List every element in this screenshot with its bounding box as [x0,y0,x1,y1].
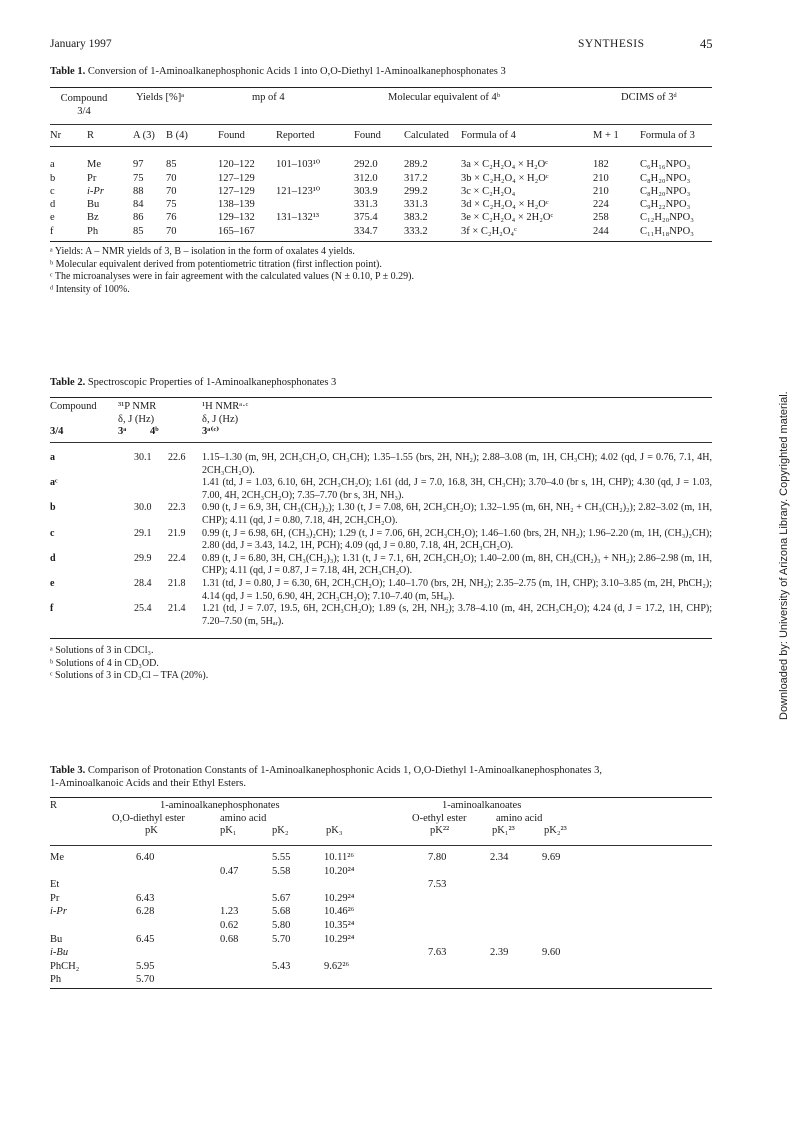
table1-col: A (3) [133,130,155,141]
table-cell: i-Pr [50,906,67,918]
table1-col: Found [354,130,381,141]
table-cell [542,892,592,906]
table-cell: 29.9 [134,552,152,564]
table-cell: 375.4 [354,212,378,224]
table-cell: f [50,603,54,615]
table-cell: Pr [87,172,97,184]
table-cell: 1.31 (td, J = 0.80, J = 6.30, 6H, 2CH₃CH₂O); 1.40–1.70 (brs, 2H, NH₂); 2.35–2.75 (m, 1H, CHP); 3.10–3.85 (m, 2H, PhCH₂); 4.14 (qd, J = 1.50, 6.90, 4H, 2CH₃CH₂O); 7.10–7.40 (m, 5Hₐᵣ). [202,577,712,602]
table-cell [276,198,354,211]
table3-caption-line1: Comparison of Protonation Constants of 1-Aminoalkanephosphonic Acids 1, O,O-Diethyl 1-Aminoalkanephosphonates 3, [87,765,602,776]
table-cell: 258 [593,212,609,224]
table2-head-col4: 4ᵇ [150,426,159,437]
table3-head-r: R [50,800,58,811]
table1-col: M + 1 [593,130,619,141]
table1-caption [50,66,506,77]
table-cell: 7.80 [428,852,447,863]
table-cell: 0.62 [220,919,239,931]
footnote: ᶜ Solutions of 3 in CD₃Cl – TFA (20%). [50,670,209,681]
table-row [50,452,712,477]
table-cell: 21.9 [168,527,186,539]
table-cell: 224 [593,199,609,211]
table-cell: a [50,159,55,171]
table-cell [428,865,490,879]
table3-head-alkanoates: 1-aminoalkanoates [442,800,522,811]
table-cell: 2.34 [490,852,509,863]
table-cell: 334.7 [354,225,378,237]
table1-group-header [50,90,712,120]
table-cell: d [50,199,56,211]
table-cell: 85 [133,225,144,237]
table-row [50,933,592,947]
table-cell: 182 [593,159,609,171]
table-cell: e [50,212,55,224]
table-cell: 10.29²⁴ [324,892,355,904]
table-cell: 84 [133,199,144,211]
table-cell [220,892,272,906]
table-cell [490,865,542,879]
table2-caption-text: Spectroscopic Properties of 1-Aminoalkanephosphonates 3 [87,377,337,388]
table-cell: 210 [593,172,609,184]
table-cell: 165–167 [218,225,255,237]
table-cell: 312.0 [354,172,378,184]
table2-mid-rule [50,442,712,443]
table-cell: 0.47 [220,865,239,877]
table1-head-mp: mp of 4 [252,92,285,103]
header-journal: SYNTHESIS [578,38,645,50]
table2-head-delta-h: δ, J (Hz) [202,413,239,425]
table-row [50,973,592,987]
table1-col: Nr [50,130,62,141]
table-cell [542,865,592,879]
table-cell: Me [87,159,101,171]
table-cell: b [50,502,56,514]
table-cell: c [50,527,55,539]
table1-label: Table 1. [50,66,86,77]
table-cell [542,919,592,933]
table-cell: Bz [87,212,99,224]
table1-column-row [50,129,712,142]
table-cell: 22.3 [168,502,186,514]
table-cell: 30.1 [134,452,152,463]
table-cell: 85 [166,159,177,171]
table1-footnotes [50,246,414,296]
table-cell: 1.41 (td, J = 1.03, 6.10, 6H, 2CH₃CH₂O); 1.61 (dd, J = 7.0, 16.8, 3H, CH₃CH); 3.70–4.0 (br s, 1H, CHP); 4.30 (qd, J = 1.03, 7.00, 4H, 2CH₃CH₂O); 7.35–7.70 (br s, 3H, NH₃). [202,477,712,501]
table-cell: 121–123¹⁰ [276,185,321,197]
table-cell [272,946,324,960]
table-cell: 9.60 [542,947,561,959]
table-cell: i-Bu [50,947,69,959]
table-cell: 131–132¹³ [276,212,320,224]
table-cell: 0.90 (t, J = 6.9, 3H, CH₃(CH₂)₂); 1.30 (t, J = 7.08, 6H, 2CH₃CH₂O); 1.32–1.95 (m, 6H, NH₂ + CH₃(CH₂)₂); 2.82–3.02 (m, 1H, CHP); 4.11 (qd, J = 0.80, 7.18, 4H, 2CH₃CH₂O). [202,502,712,526]
table-cell: 383.2 [404,212,428,224]
table-cell: 75 [166,199,177,211]
table-cell [490,892,542,906]
table-cell [220,960,272,974]
table-cell: 138–139 [218,199,255,211]
table-cell [136,946,220,960]
table2-head-delta-p: δ, J (Hz) [118,413,155,425]
table-cell: 6.45 [136,933,155,945]
table1-col: Formula of 3 [640,130,695,141]
table-cell: 5.43 [272,960,291,972]
table-row [50,892,592,906]
table-cell: 70 [166,185,177,197]
table2-header [50,401,712,441]
table-cell: 317.2 [404,172,428,184]
table-cell [324,878,428,892]
table-cell: 3b × C₂H₂O₄ × H₂Oᶜ [461,172,549,184]
table-cell: Bu [87,199,100,211]
table-cell: 21.4 [168,603,186,615]
table-cell: 22.4 [168,552,186,564]
table-row [50,960,592,974]
table-cell [276,225,354,238]
table3-top-rule [50,797,712,798]
table-cell: 1.15–1.30 (m, 9H, 2CH₃CH₂O, CH₃CH); 1.35–1.55 (brs, 2H, NH₂); 2.88–3.08 (m, 1H, CH₃CH); 4.02 (qd, J = 0.76, 7.1, 4H, 2CH₃CH₂O). [202,452,712,476]
download-notice [778,391,793,720]
table1-colhead-rule [50,146,712,147]
table-row [50,865,592,879]
table-cell: d [50,552,56,564]
page-number: 45 [700,37,713,51]
table-cell: 10.46²⁶ [324,906,355,918]
table-cell [276,172,354,185]
table-cell [50,865,136,879]
table-cell: C₈H₂₀NPO₃ [640,172,691,184]
table3 [50,851,592,987]
table-cell: 86 [133,212,144,224]
table1-col: Formula of 4 [461,130,516,141]
table-cell: 7.53 [428,879,447,891]
table-cell: C₁₁H₁₈NPO₃ [640,225,694,237]
table-cell: 5.67 [272,892,291,904]
table-cell [490,878,542,892]
table-cell: 127–129 [218,172,255,184]
table-cell: i-Pr [87,185,104,197]
table3-head-amino-acid-2: amino acid [496,812,543,824]
table3-head-pk22: pK²² [430,825,450,836]
table-cell: 5.55 [272,852,291,863]
table1-top-rule [50,87,712,88]
table3-head-diethyl-ester: O,O-diethyl ester [112,812,185,824]
table-cell: 3e × C₂H₂O₄ × 2H₂Oᶜ [461,212,554,224]
table-cell: 5.80 [272,919,291,931]
table-cell [134,477,168,502]
table-cell [220,878,272,892]
table-cell: 289.2 [404,159,428,171]
table1-col: Calculated [404,130,449,141]
table1-head-yields: Yields [%]ᵃ [136,92,185,103]
table-cell: 10.11²⁶ [324,852,355,863]
table-cell: 10.29²⁴ [324,933,355,945]
table-cell: 5.70 [272,933,291,945]
table-cell: 331.3 [404,199,428,211]
table-cell: e [50,577,55,589]
table-cell: 3d × C₂H₂O₄ × H₂Oᶜ [461,199,549,211]
table1-head-moleq: Molecular equivalent of 4ᵇ [388,92,501,103]
table1-head-compound: Compound 3/4 [60,93,108,117]
footnote: ᵈ Intensity of 100%. [50,283,130,295]
table3-head-pk2: pK₂ [272,825,289,836]
table-cell [428,960,490,974]
table-cell: 3c × C₂H₂O₄ [461,185,516,197]
table3-head-pk2-23: pK₂²³ [544,825,567,836]
table-cell: Me [50,852,64,863]
table3-label: Table 3. [50,765,86,776]
table-cell: c [50,185,55,197]
table-cell: 127–129 [218,185,255,197]
table-row [50,553,712,578]
table-cell [168,477,202,502]
table-cell [50,919,136,933]
table-row [50,172,712,185]
table2-head-col3: 3ᵃ [118,426,127,437]
table-cell: 5.68 [272,906,291,918]
table-cell [542,960,592,974]
table-cell: 76 [166,212,177,224]
table2-head-pnmr: ³¹P NMR [118,401,157,412]
table-cell [428,973,490,987]
table-cell [272,973,324,987]
table2-head-compound: Compound [50,401,97,412]
table1-mid-rule [50,124,712,125]
table-cell [542,973,592,987]
table-row [50,158,712,171]
table1-col: B (4) [166,130,188,141]
table-cell [220,851,272,865]
table-cell: C₉H₂₂NPO₃ [640,199,691,211]
table-cell [136,878,220,892]
table-cell [324,973,428,987]
table-cell: 75 [133,172,144,184]
table-cell: 0.99 (t, J = 6.98, 6H, (CH₃)₂CH); 1.29 (t, J = 7.06, 6H, 2CH₃CH₂O); 1.46–1.60 (brs, 2H, NH₂); 1.96–2.20 (m, 1H, (CH₃)₂CH); 2.80 (dd, J = 3.43, 14.2, 1H, PCH); 4.09 (qd, J = 0.80, 7.18, 4H, 2CH₃CH₂O). [202,527,712,552]
table1-col: Reported [276,130,315,141]
table-cell: 21.8 [168,577,186,589]
table3-head-ethyl-ester: O-ethyl ester [412,812,467,824]
download-notice-text: Downloaded by: University of Arizona Library. Copyrighted material. [778,391,790,720]
table3-caption [50,764,602,790]
table-cell: 70 [166,172,177,184]
table-cell: aᶜ [50,477,58,489]
table3-head-amino-acid: amino acid [220,812,267,824]
table-row [50,603,712,628]
table-cell [490,973,542,987]
table2 [50,452,712,628]
table3-head-phosphonates: 1-aminoalkanephosphonates [160,800,280,811]
table2-head-id: 3/4 [50,426,64,437]
table-cell: C₁₂H₂₀NPO₃ [640,212,694,224]
table-cell: 6.43 [136,892,155,904]
table-cell: C₆H₁₆NPO₃ [640,159,691,171]
table-cell: 5.58 [272,865,291,877]
table-cell [490,960,542,974]
table3-mid-rule [50,845,712,846]
table-row [50,578,712,603]
table-cell: 10.20²⁴ [324,865,355,877]
table3-head-pk3: pK₃ [326,825,343,836]
table2-bottom-rule [50,638,712,639]
table-cell: 5.95 [136,960,155,972]
table-cell [490,933,542,947]
table-cell: Pr [50,892,60,904]
table-cell: 333.2 [404,225,428,237]
table-row [50,851,592,865]
table-cell [542,933,592,947]
table-cell: Bu [50,933,63,945]
table2-label: Table 2. [50,377,86,388]
table-cell: 244 [593,225,609,237]
table-cell: 70 [166,225,177,237]
table-cell: 2.39 [490,947,509,959]
table-cell: 0.68 [220,933,239,945]
table-cell: 28.4 [134,577,152,589]
table-row [50,198,712,211]
table-cell [490,919,542,933]
table-cell: 101–103¹⁰ [276,159,321,171]
table-cell [428,892,490,906]
table-cell [136,919,220,933]
table-row [50,185,712,198]
table-cell: 6.28 [136,906,155,918]
table-cell [490,905,542,919]
table-row [50,211,712,224]
table3-head-pk: pK [145,825,158,836]
table1-col: R [87,130,95,141]
table-cell: 10.35²⁴ [324,919,355,931]
table-cell: 3f × C₂H₂O₄ᶜ [461,225,517,237]
table-cell: b [50,172,56,184]
table3-head-pk1-23: pK₁²³ [492,825,515,836]
table-cell: 25.4 [134,603,152,615]
table-cell: 30.0 [134,502,152,514]
table-cell: 5.70 [136,974,155,986]
table-cell [428,905,490,919]
table-cell: 129–132 [218,212,255,224]
table-cell: 303.9 [354,185,378,197]
table-row [50,502,712,527]
table-cell: 6.40 [136,852,155,863]
table3-header [50,800,712,842]
table-cell: 97 [133,159,144,171]
table2-footnotes [50,645,208,683]
table-cell: 1.21 (td, J = 7.07, 19.5, 6H, 2CH₃CH₂O); 1.89 (s, 2H, NH₂); 3.78–4.10 (m, 4H, 2CH₃CH₂O); 4.24 (d, J = 17.2, 1H, CHP); 7.20–7.50 (m, 5Hₐᵣ). [202,603,712,627]
table2-top-rule [50,397,712,398]
footnote: ᵃ Solutions of 3 in CDCl₃. [50,645,154,656]
table-cell: 9.69 [542,852,561,863]
table-cell: 7.63 [428,947,447,959]
table-row [50,905,592,919]
footnote: ᶜ The microanalyses were in fair agreement with the calculated values (N ± 0.10, P ± 0.29). [50,271,414,282]
table-cell [428,919,490,933]
header-date: January 1997 [50,38,112,50]
footnote: ᵇ Solutions of 4 in CD₃OD. [50,657,159,669]
table2-caption [50,377,336,388]
table-cell: 292.0 [354,159,378,171]
table-cell [324,946,428,960]
table-cell: 299.2 [404,185,428,197]
table1-caption-text: Conversion of 1-Aminoalkanephosphonic Acids 1 into O,O-Diethyl 1-Aminoalkanephosphonates 3 [87,66,506,77]
table-cell: 22.6 [168,452,186,463]
table-cell [136,865,220,879]
table-cell [220,973,272,987]
table-cell: 120–122 [218,159,255,171]
table1-head-dcims: DCIMS of 3ᵈ [621,92,677,103]
table-cell: 9.62²⁶ [324,960,350,972]
footnote: ᵇ Molecular equivalent derived from potentiometric titration (first inflection point). [50,258,382,270]
table-cell [542,905,592,919]
table3-head-pk1: pK₁ [220,825,237,836]
table1-col: Found [218,130,245,141]
table-row [50,878,592,892]
table-cell [428,933,490,947]
footnote: ᵃ Yields: A – NMR yields of 3, B – isolation in the form of oxalates 4 yields. [50,246,355,257]
table-cell [220,946,272,960]
table-row [50,477,712,502]
table-cell: Ph [87,225,99,237]
table-cell: 29.1 [134,527,152,539]
table-cell: 331.3 [354,199,378,211]
table-cell: a [50,452,55,463]
table-cell: C₈H₂₀NPO₃ [640,185,691,197]
table-cell: 88 [133,185,144,197]
table-row [50,528,712,553]
table-cell: f [50,225,54,237]
table3-bottom-rule [50,988,712,989]
table-row [50,946,592,960]
table2-head-col3h: 3ᵃ⁽ᶜ⁾ [202,426,220,437]
table2-head-hnmr: ¹H NMRᵃ·ᶜ [202,401,249,412]
table-row [50,225,712,238]
table-cell [272,878,324,892]
table-cell: PhCH₂ [50,960,80,972]
table-cell: Ph [50,974,62,986]
table1-bottom-rule [50,241,712,242]
table-cell: 3a × C₂H₂O₄ × H₂Oᶜ [461,159,548,171]
table-cell: 0.89 (t, J = 6.80, 3H, CH₃(CH₂)₃); 1.31 (t, J = 7.1, 6H, 2CH₃CH₂O); 1.40–2.00 (m, 8H, CH₃(CH₂)₃ + NH₂); 2.86–2.98 (m, 1H, CHP); 4.11 (qd, J = 0.87, J = 7.18, 4H, 2CH₃CH₂O). [202,552,712,577]
table-cell [542,878,592,892]
table3-caption-line2: 1-Aminoalkanoic Acids and their Ethyl Esters. [50,778,246,789]
table-cell: Et [50,879,60,891]
table-row [50,919,592,933]
table-cell: 210 [593,185,609,197]
table-cell: 1.23 [220,906,239,918]
